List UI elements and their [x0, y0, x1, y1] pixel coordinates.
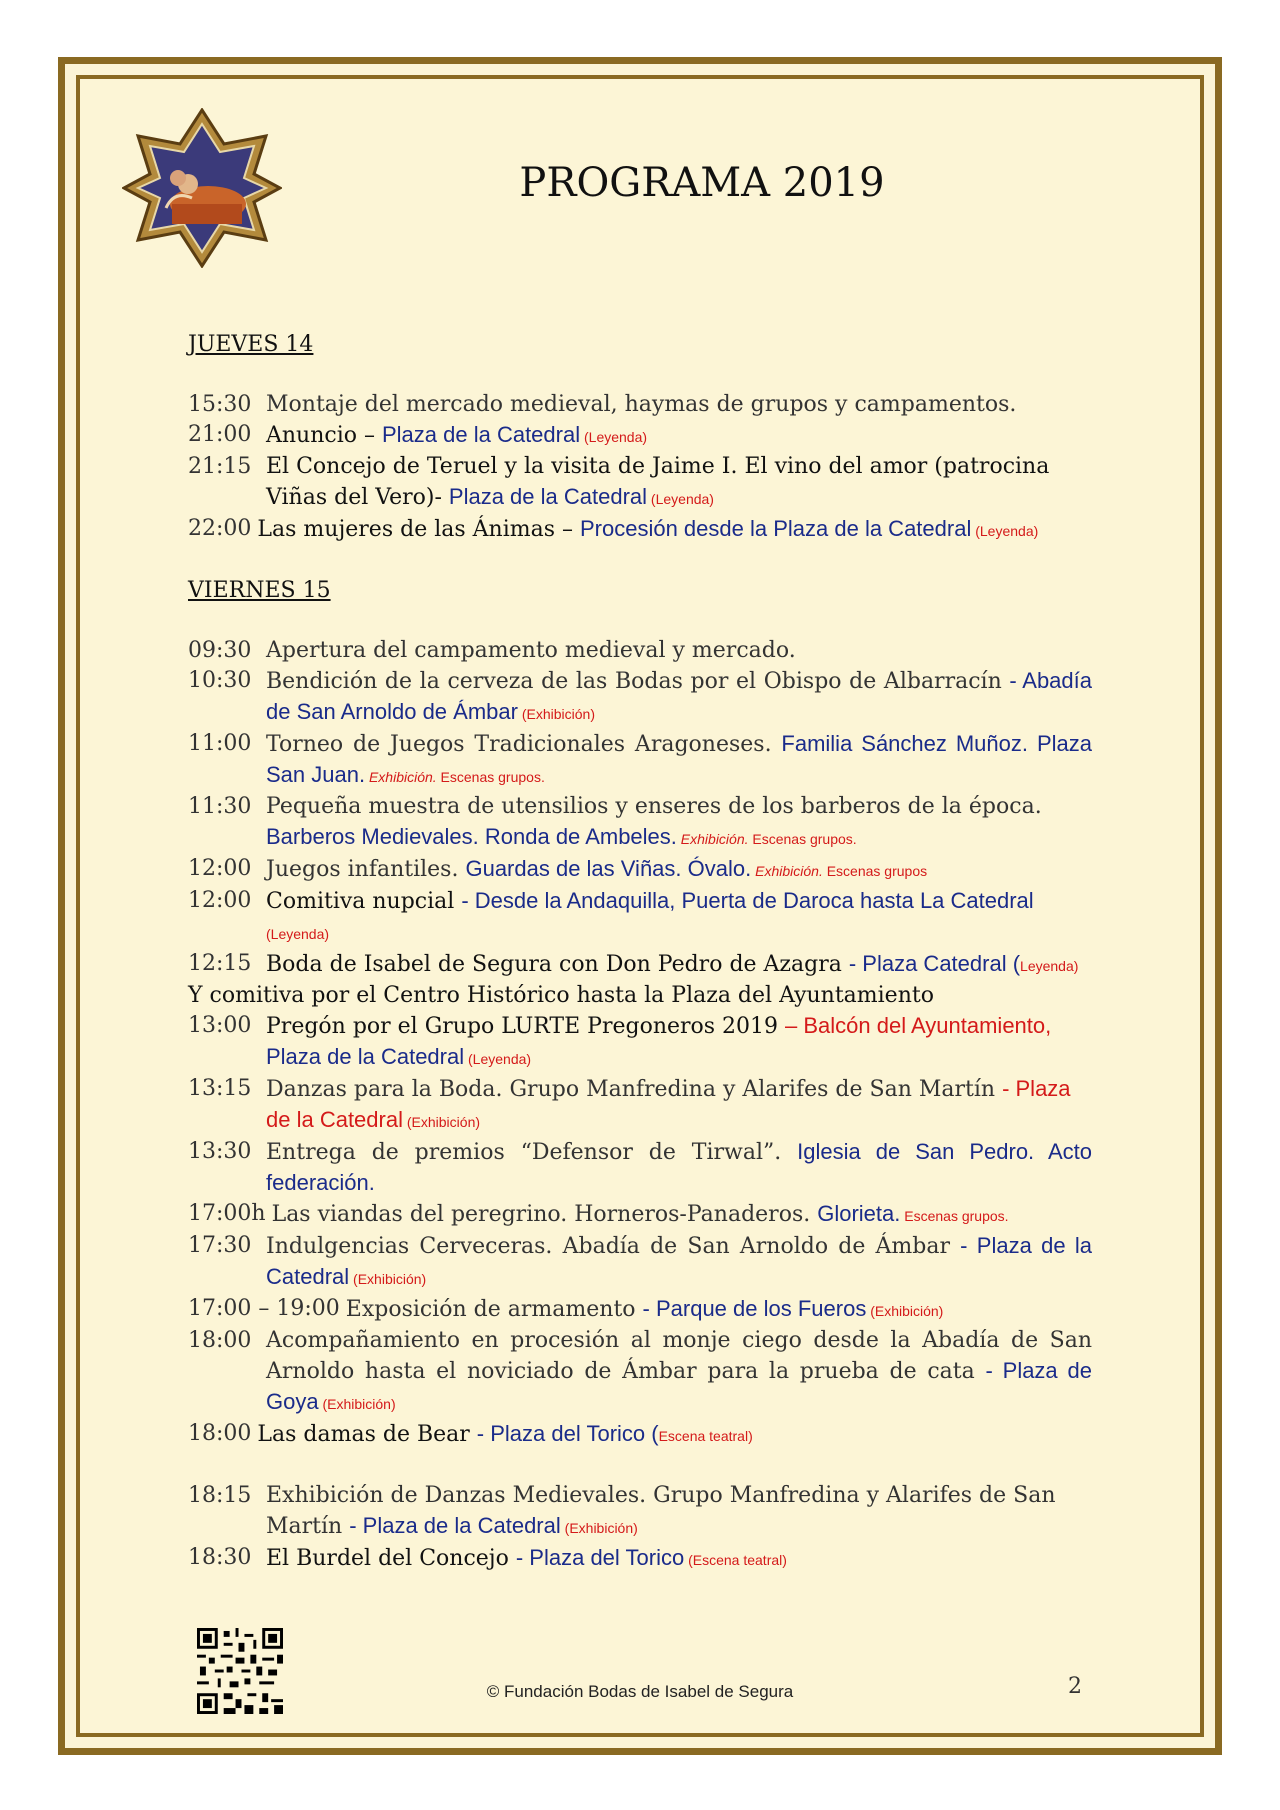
- entry-time: 12:00: [188, 888, 252, 913]
- footer-copyright: © Fundación Bodas de Isabel de Segura: [486, 1682, 794, 1701]
- entry-text-segment: (Leyenda): [647, 491, 714, 507]
- entry-time: 21:00: [188, 422, 252, 447]
- program-entry: [188, 729, 1092, 792]
- entry-text-segment: (Leyenda): [971, 523, 1039, 539]
- entry-time: 13:00: [188, 1013, 252, 1038]
- entry-text-segment: (Exhibición): [402, 1114, 481, 1130]
- program-entry: [188, 1294, 1092, 1326]
- entry-text-segment: El Concejo de Teruel y la visita de Jaime I. El vino del amor (patrocina Viñas del Vero)-: [266, 454, 1050, 510]
- entry-text-segment: Plaza de la Catedral: [381, 422, 581, 447]
- entry-time: 09:30: [188, 638, 252, 663]
- entry-text-segment: Acompañamiento en procesión al monje ciego desde la Abadía de San Arnoldo hasta el noviciado de Ámbar para la prueba de cata: [266, 1328, 1092, 1384]
- entry-text-segment: Iglesia de San Pedro. Acto federación.: [266, 1139, 1092, 1195]
- entry-time: 18:15: [188, 1483, 252, 1508]
- entry-text-segment: Escenas grupos.: [900, 1208, 1009, 1224]
- entry-description: [266, 1231, 1092, 1294]
- entry-text-segment: Entrega de premios “Defensor de Tirwal”.: [266, 1140, 798, 1165]
- entry-text-segment: Plaza de la Catedral: [448, 484, 648, 509]
- entry-description: [266, 1326, 1092, 1419]
- entry-text-segment: Guardas de las Viñas. Óvalo.: [465, 856, 752, 881]
- program-entry: [188, 514, 1092, 546]
- entry-text-segment: Las viandas del peregrino. Horneros-Panaderos.: [271, 1202, 818, 1227]
- entry-text-segment: (Exhibición): [318, 1396, 396, 1412]
- entry-text-segment: - Plaza de la Catedral: [266, 1076, 1071, 1132]
- entry-description: [266, 949, 1092, 981]
- entry-text-segment: Exhibición.: [751, 863, 823, 879]
- entry-time: 17:00 – 19:00: [188, 1296, 340, 1321]
- entry-description: [266, 886, 1092, 949]
- entry-description: [266, 854, 1092, 886]
- entry-text-segment: Juegos infantiles.: [266, 857, 466, 882]
- entry-text-segment: - Plaza de la Catedral: [349, 1513, 561, 1538]
- entry-text-segment: – Balcón del Ayuntamiento,: [785, 1013, 1052, 1038]
- page-number: 2: [1068, 1674, 1082, 1699]
- entry-description: [266, 452, 1092, 514]
- program-entry: [188, 981, 1092, 1011]
- entry-time: 22:00: [188, 516, 252, 541]
- entry-text-segment: - Abadía de San Arnoldo de Ámbar: [266, 668, 1093, 724]
- entry-time: 11:30: [188, 794, 252, 819]
- program-entry: [188, 1199, 1092, 1231]
- program-entry: [188, 390, 1092, 420]
- entry-text-segment: Escenas grupos.: [436, 769, 545, 785]
- entry-time: 13:30: [188, 1139, 252, 1164]
- entry-description: [266, 1011, 1092, 1074]
- entry-text-segment: Montaje del mercado medieval, haymas de grupos y campamentos.: [266, 392, 1017, 417]
- entry-text-segment: Leyenda): [1020, 958, 1079, 974]
- entry-description: [266, 729, 1092, 792]
- entry-time: 12:15: [188, 951, 252, 976]
- entry-text-segment: Familia Sánchez Muñoz. Plaza San Juan.: [266, 731, 1092, 787]
- entry-description: [266, 1074, 1092, 1137]
- program-entry: [188, 854, 1092, 886]
- program-entry: [188, 1326, 1092, 1419]
- entry-text-segment: Boda de Isabel de Segura con Don Pedro de Azagra: [266, 952, 849, 977]
- entry-text-segment: Escena teatral): [658, 1428, 753, 1444]
- entry-description: [266, 636, 1092, 666]
- entry-text-segment: - Plaza Catedral (: [848, 951, 1021, 976]
- section-gap: [188, 546, 1092, 576]
- entry-text-segment: Exhibición de Danzas Medievales. Grupo Manfredina y Alarifes de San Martín: [266, 1483, 1056, 1539]
- entry-text-segment: (Exhibición): [866, 1303, 944, 1319]
- entry-time: 15:30: [188, 392, 252, 417]
- entry-text-segment: (Exhibición): [349, 1271, 427, 1287]
- entry-description: [272, 1199, 1092, 1231]
- entry-text-segment: (Exhibición): [517, 706, 595, 722]
- entry-text-segment: Comitiva nupcial: [266, 889, 462, 914]
- entry-text-segment: (Escena teatral): [684, 1552, 787, 1568]
- entry-text-segment: Barberos Medievales. Ronda de Ambeles.: [266, 824, 677, 849]
- day-heading: VIERNES 15: [188, 578, 331, 603]
- program-entry: [188, 666, 1092, 729]
- entry-text-segment: Exhibición.: [676, 831, 749, 847]
- program-entry: [188, 1011, 1092, 1074]
- program-entry: [188, 452, 1092, 514]
- entry-time: 13:15: [188, 1076, 252, 1101]
- entry-time: 10:30: [188, 668, 252, 693]
- entry-description: [266, 390, 1092, 420]
- program-content: [188, 330, 1092, 1575]
- entry-text-segment: (Leyenda): [464, 1051, 532, 1067]
- entry-text-segment: - Plaza de la Catedral: [266, 1233, 1092, 1289]
- program-entry: [188, 636, 1092, 666]
- entry-text-segment: Las damas de Bear: [257, 1422, 477, 1447]
- entry-text-segment: Exhibición.: [365, 769, 437, 785]
- entry-text-segment: Indulgencias Cerveceras. Abadía de San Arnoldo de Ámbar: [266, 1234, 961, 1259]
- entry-description: [266, 1543, 1092, 1575]
- program-entry: [188, 1481, 1092, 1543]
- entry-description: [266, 666, 1092, 729]
- entry-text-segment: Exposición de armamento: [345, 1297, 643, 1322]
- entry-description: [346, 1294, 1092, 1326]
- entry-time: 11:00: [188, 731, 252, 756]
- entry-text-segment: - Plaza de Goya: [266, 1358, 1092, 1414]
- entry-text-segment: Bendición de la cerveza de las Bodas por el Obispo de Albarracín: [266, 669, 1010, 694]
- entry-text-segment: Apertura del campamento medieval y mercado.: [266, 638, 796, 663]
- entry-time: 18:00: [188, 1328, 252, 1353]
- entry-time: 17:30: [188, 1233, 252, 1258]
- entry-text-segment: Glorieta.: [817, 1201, 901, 1226]
- entry-time: 17:00h: [188, 1201, 266, 1226]
- entry-text-segment: (Leyenda): [266, 926, 330, 942]
- entry-text-segment: Danzas para la Boda. Grupo Manfredina y Alarifes de San Martín: [266, 1077, 1003, 1102]
- entry-time: 12:00: [188, 856, 252, 881]
- program-entry: [188, 1419, 1092, 1451]
- entry-text-segment: (Leyenda): [580, 429, 648, 445]
- entry-text-segment: Pregón por el Grupo LURTE Pregoneros 2019: [266, 1014, 786, 1039]
- entry-time: 18:00: [188, 1421, 252, 1446]
- entry-description: [266, 1481, 1092, 1543]
- program-entry: [188, 1074, 1092, 1137]
- entry-text-segment: Escenas grupos: [822, 863, 928, 879]
- program-entry: [188, 886, 1092, 949]
- entry-text-segment: Pequeña muestra de utensilios y enseres de los barberos de la época.: [266, 794, 1042, 819]
- entry-time: 21:15: [188, 454, 252, 479]
- program-entry: [188, 949, 1092, 981]
- program-entry: [188, 1231, 1092, 1294]
- page-title: PROGRAMA 2019: [519, 160, 885, 206]
- entry-text-segment: Las mujeres de las Ánimas –: [257, 517, 580, 542]
- entry-text-segment: El Burdel del Concejo: [266, 1546, 516, 1571]
- entry-text-segment: - Plaza del Torico (: [476, 1421, 659, 1446]
- entry-text-segment: Torneo de Juegos Tradicionales Aragoneses.: [266, 732, 782, 757]
- entry-description: [266, 792, 1092, 854]
- entry-description: [257, 1419, 1092, 1451]
- entry-text-segment: Plaza de la Catedral: [266, 1044, 465, 1069]
- program-entry: [188, 420, 1092, 452]
- entry-text-segment: (Exhibición): [560, 1520, 638, 1536]
- entry-time: 18:30: [188, 1545, 252, 1570]
- entry-text-segment: Anuncio –: [266, 423, 382, 448]
- entry-text-segment: - Parque de los Fueros: [642, 1296, 867, 1321]
- program-entry: [188, 1137, 1092, 1199]
- entry-text-segment: Y comitiva por el Centro Histórico hasta la Plaza del Ayuntamiento: [188, 983, 934, 1008]
- day-heading: JUEVES 14: [188, 332, 314, 357]
- program-entry: [188, 1543, 1092, 1575]
- program-entry: [188, 792, 1092, 854]
- entry-text-segment: - Desde la Andaquilla, Puerta de Daroca hasta La Catedral: [461, 888, 1034, 913]
- entry-description: [188, 981, 1092, 1011]
- entry-text-segment: Escenas grupos.: [748, 831, 857, 847]
- entry-text-segment: - Plaza del Torico: [515, 1545, 685, 1570]
- entry-description: [266, 1137, 1092, 1199]
- entry-text-segment: Procesión desde la Plaza de la Catedral: [579, 516, 972, 541]
- entry-description: [257, 514, 1092, 546]
- entry-gap: [188, 1451, 1092, 1481]
- entry-description: [266, 420, 1092, 452]
